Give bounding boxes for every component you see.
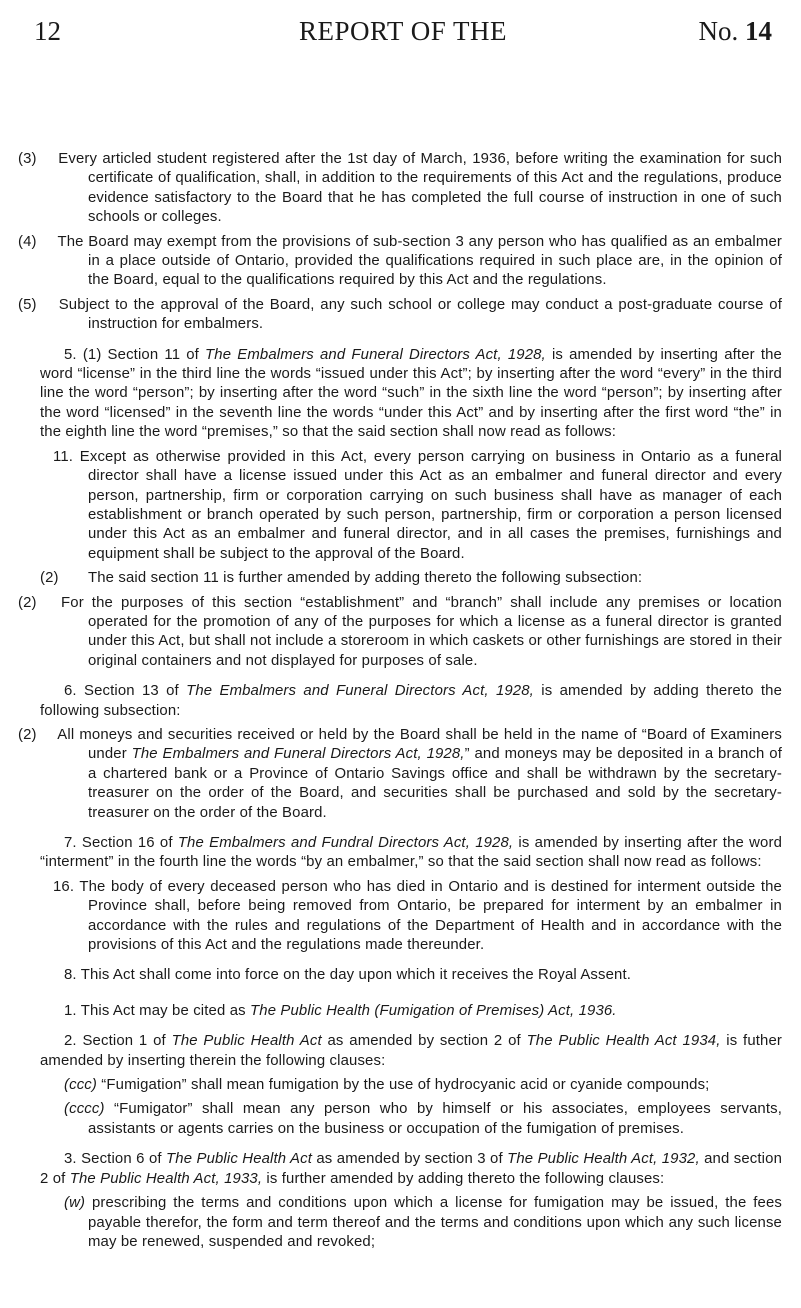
section-11-text: 11. Except as otherwise provided in this Act, every person carrying on business in Ontario as a funeral director shall have a license issued under this Act as an embalmer and funeral director and every person, partnership, firm or corporation carrying on such business shall have as manager of each establishment or branch operated by such person, partnership, firm or corporation a person licensed under this Act as an embalmer and funeral director, and in all cases the premises, furnishings and equipment shall be subject to the approval of the Board. — [53, 448, 782, 562]
clause-cccc: (cccc) “Fumigator” shall mean any person who by himself or his associates, employees servants, assistants or agents carries on the business or occupation of the fumigation of premises. — [64, 1101, 782, 1137]
report-number-value: 14 — [745, 16, 772, 46]
section-7: 7. Section 16 of The Embalmers and Fundral Directors Act, 1928, is amended by inserting after the word “interment” in the fourth line the words “by an embalmer,” so that the said section shall now read as follows: — [40, 835, 782, 871]
section-8: 8. This Act shall come into force on the day upon which it receives the Royal Assent. — [64, 967, 632, 984]
bill-section-3: 3. Section 6 of The Public Health Act as amended by section 3 of The Public Health Act, 1932, and section 2 of The Public Health Act, 1933, is further amended by adding thereto the following clauses: — [40, 1151, 783, 1187]
bill-section-1: 1. This Act may be cited as The Public Health (Fumigation of Premises) Act, 1936. — [64, 1002, 617, 1019]
document-body — [18, 150, 783, 1252]
subsection-4: (4) The Board may exempt from the provisions of sub-section 3 any person who has qualified as an embalmer in a place outside of Ontario, provided the qualifications required in such place are, in the opinion of the Board, equal to the qualifications required by this Act and the regulations. — [18, 233, 782, 289]
page-number: 12 — [34, 16, 61, 46]
section-13-subsection-2: (2) All moneys and securities received or held by the Board shall be held in the name of “Board of Examiners under The Embalmers and Funeral Directors Act, 1928,” and moneys may be deposited in a branch of a chartered bank or a Province of Ontario Savings office and shall be withdrawn by the secretary-treasurer on the order of the Board, and securities shall be purchased and sold by the secretary-treasurer on the order of the Board. — [18, 726, 782, 821]
report-number-prefix: No. — [698, 16, 739, 46]
section-6: 6. Section 13 of The Embalmers and Funeral Directors Act, 1928, is amended by adding thereto the following subsection: — [40, 683, 782, 719]
page-header — [34, 16, 772, 56]
section-16-text: 16. The body of every deceased person who has died in Ontario and is destined for interment outside the Province shall, before being removed from Ontario, be prepared for interment by an embalmer in accordance with the rules and regulations of the Department of Health and in accordance with the provisions of this Act and the regulations made thereunder. — [53, 878, 782, 954]
subsection-3: (3) Every articled student registered after the 1st day of March, 1936, before writing the examination for such certificate of qualification, shall, in addition to the requirements of this Act and the regulations, produce evidence satisfactory to the Board that he has completed the full course of instruction in one of such schools or colleges. — [18, 151, 783, 226]
report-number — [699, 16, 773, 47]
section-5-subsection-2: (2) The said section 11 is further amended by adding thereto the following subsection: — [40, 570, 643, 587]
section-11-subsection-2: (2) For the purposes of this section “establishment” and “branch” shall include any premises or location operated for the promotion of any of the purposes for which a license as a funeral director is granted under this Act, but shall not include a storeroom in which caskets or other furnishings are stored in their original containers and not displayed for purposes of sale. — [18, 594, 782, 669]
bill-section-2: 2. Section 1 of The Public Health Act as amended by section 2 of The Public Health Act 1934, is futher amended by inserting therein the following clauses: — [40, 1033, 783, 1069]
running-title: REPORT OF THE — [299, 16, 507, 46]
clause-ccc: (ccc) “Fumigation” shall mean fumigation by the use of hydrocyanic acid or cyanide compounds; — [64, 1077, 710, 1094]
subsection-5: (5) Subject to the approval of the Board, any such school or college may conduct a post-graduate course of instruction for embalmers. — [18, 296, 782, 333]
clause-w: (w) prescribing the terms and conditions upon which a license for fumigation may be issued, the fees payable therefor, the form and term thereof and the terms and conditions upon which any such license may be renewed, suspended and revoked; — [64, 1195, 782, 1250]
section-5: 5. (1) Section 11 of The Embalmers and Funeral Directors Act, 1928, is amended by inserting after the word “license” in the third line the words “issued under this Act”; by inserting after the word “every” in the third line the word “person”; by inserting after the word “such” in the sixth line the word “person”; by inserting after the word “licensed” in the seventh line the words “under this Act” and by inserting after the first word “the” in the eighth line the word “premises,” so that the said section shall now read as follows: — [40, 346, 782, 441]
